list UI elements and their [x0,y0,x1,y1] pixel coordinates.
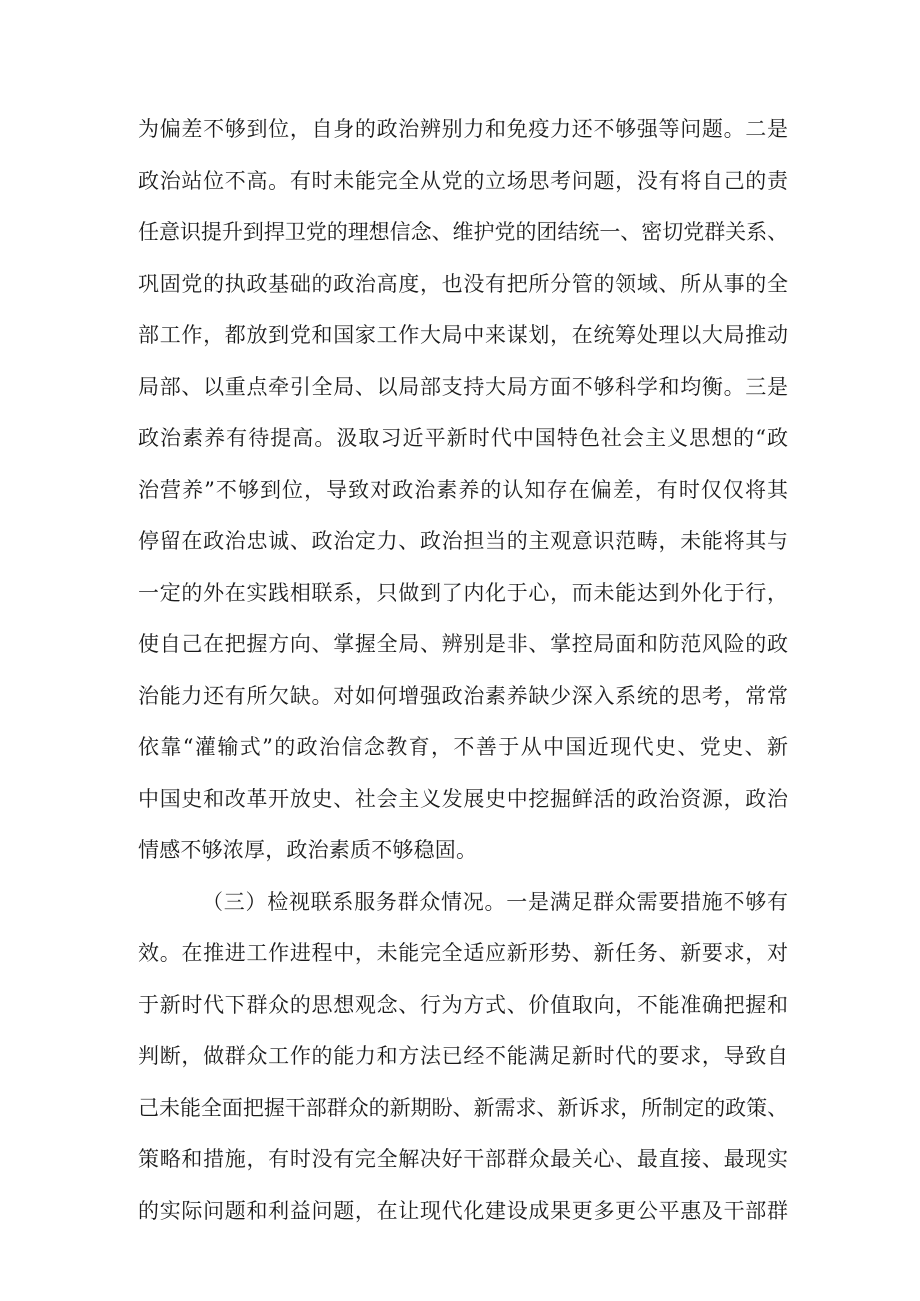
text-line: 己未能全面把握干部群众的新期盼、新需求、新诉求，所制定的政策、 [138,1095,789,1120]
text-line: 治营养”不够到位，导致对政治素养的认知存在偏差，有时仅仅将其 [138,477,788,502]
text-line: 于新时代下群众的思想观念、行为方式、价值取向，不能准确把握和 [138,992,788,1017]
text-line: 政治素养有待提高。汲取习近平新时代中国特色社会主义思想的“政 [138,426,788,450]
text-line: 停留在政治忠诚、政治定力、政治担当的主观意识范畴，未能将其与 [138,529,788,553]
text-line: 效。在推进工作进程中，未能完全适应新形势、新任务、新要求，对 [138,941,788,965]
text-line: 判断，做群众工作的能力和方法已经不能满足新时代的要求，导致自 [138,1044,788,1068]
text-line: 为偏差不够到位，自身的政治辨别力和免疫力还不够强等问题。二是 [138,117,788,141]
text-line: 治能力还有所欠缺。对如何增强政治素养缺少深入系统的思考，常常 [138,683,788,708]
body-text [138,104,788,1237]
text-line: 策略和措施，有时没有完全解决好干部群众最关心、最直接、最现实 [138,1147,788,1171]
text-line: 使自己在把握方向、掌握全局、辨别是非、掌控局面和防范风险的政 [138,632,788,656]
text-line: 中国史和改革开放史、社会主义发展史中挖掘鲜活的政治资源，政治 [138,786,788,811]
text-line: 巩固党的执政基础的政治高度，也没有把所分管的领域、所从事的全 [138,271,788,296]
text-line: 政治站位不高。有时未能完全从党的立场思考问题，没有将自己的责 [138,168,788,193]
text-line: 的实际问题和利益问题，在让现代化建设成果更多更公平惠及干部群 [138,1198,788,1223]
text-line: 依靠“灌输式”的政治信念教育，不善于从中国近现代史、党史、新 [138,735,788,759]
text-line: 任意识提升到捍卫党的理想信念、维护党的团结统一、密切党群关系、 [138,220,789,244]
text-line: 一定的外在实践相联系，只做到了内化于心，而未能达到外化于行， [138,580,788,605]
text-line: 局部、以重点牵引全局、以局部支持大局方面不够科学和均衡。三是 [138,374,788,399]
text-line: 部工作，都放到党和国家工作大局中来谋划，在统筹处理以大局推动 [138,323,788,347]
text-line: 情感不够浓厚，政治素质不够稳固。 [138,838,478,862]
section-heading-line: （三）检视联系服务群众情况。一是满足群众需要措施不够有 [202,889,788,914]
